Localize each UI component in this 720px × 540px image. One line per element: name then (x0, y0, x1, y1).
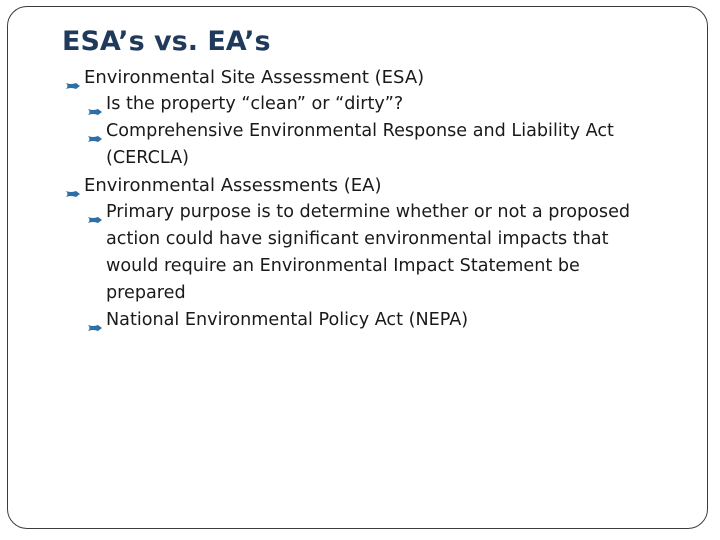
bullet-item (0, 64, 644, 91)
bullet-item (0, 199, 651, 307)
bullet-text: Primary purpose is to determine whether or not a proposed action could have significant environmental impacts that would require an Environmental Impact Statement be prepared (106, 202, 631, 303)
bullet-item (0, 118, 651, 172)
bullet-text: Environmental Assessments (EA) (84, 175, 382, 196)
slide-title: ESA’s vs. EA’s (62, 26, 271, 57)
arrow-bullet-icon (65, 72, 81, 82)
bullet-text: Is the property “clean” or “dirty”? (106, 94, 404, 114)
bullet-text: Environmental Site Assessment (ESA) (84, 67, 425, 88)
bullet-text: National Environmental Policy Act (NEPA) (106, 310, 469, 330)
bullet-item (0, 307, 651, 334)
bullet-text: Comprehensive Environmental Response and Liability Act (CERCLA) (106, 121, 614, 168)
arrow-bullet-icon (87, 99, 103, 109)
arrow-bullet-icon (87, 126, 103, 136)
arrow-bullet-icon (87, 207, 103, 217)
bullet-list (0, 64, 720, 334)
bullet-item (0, 91, 651, 118)
arrow-bullet-icon (87, 315, 103, 325)
arrow-bullet-icon (65, 180, 81, 190)
bullet-item (0, 172, 644, 199)
